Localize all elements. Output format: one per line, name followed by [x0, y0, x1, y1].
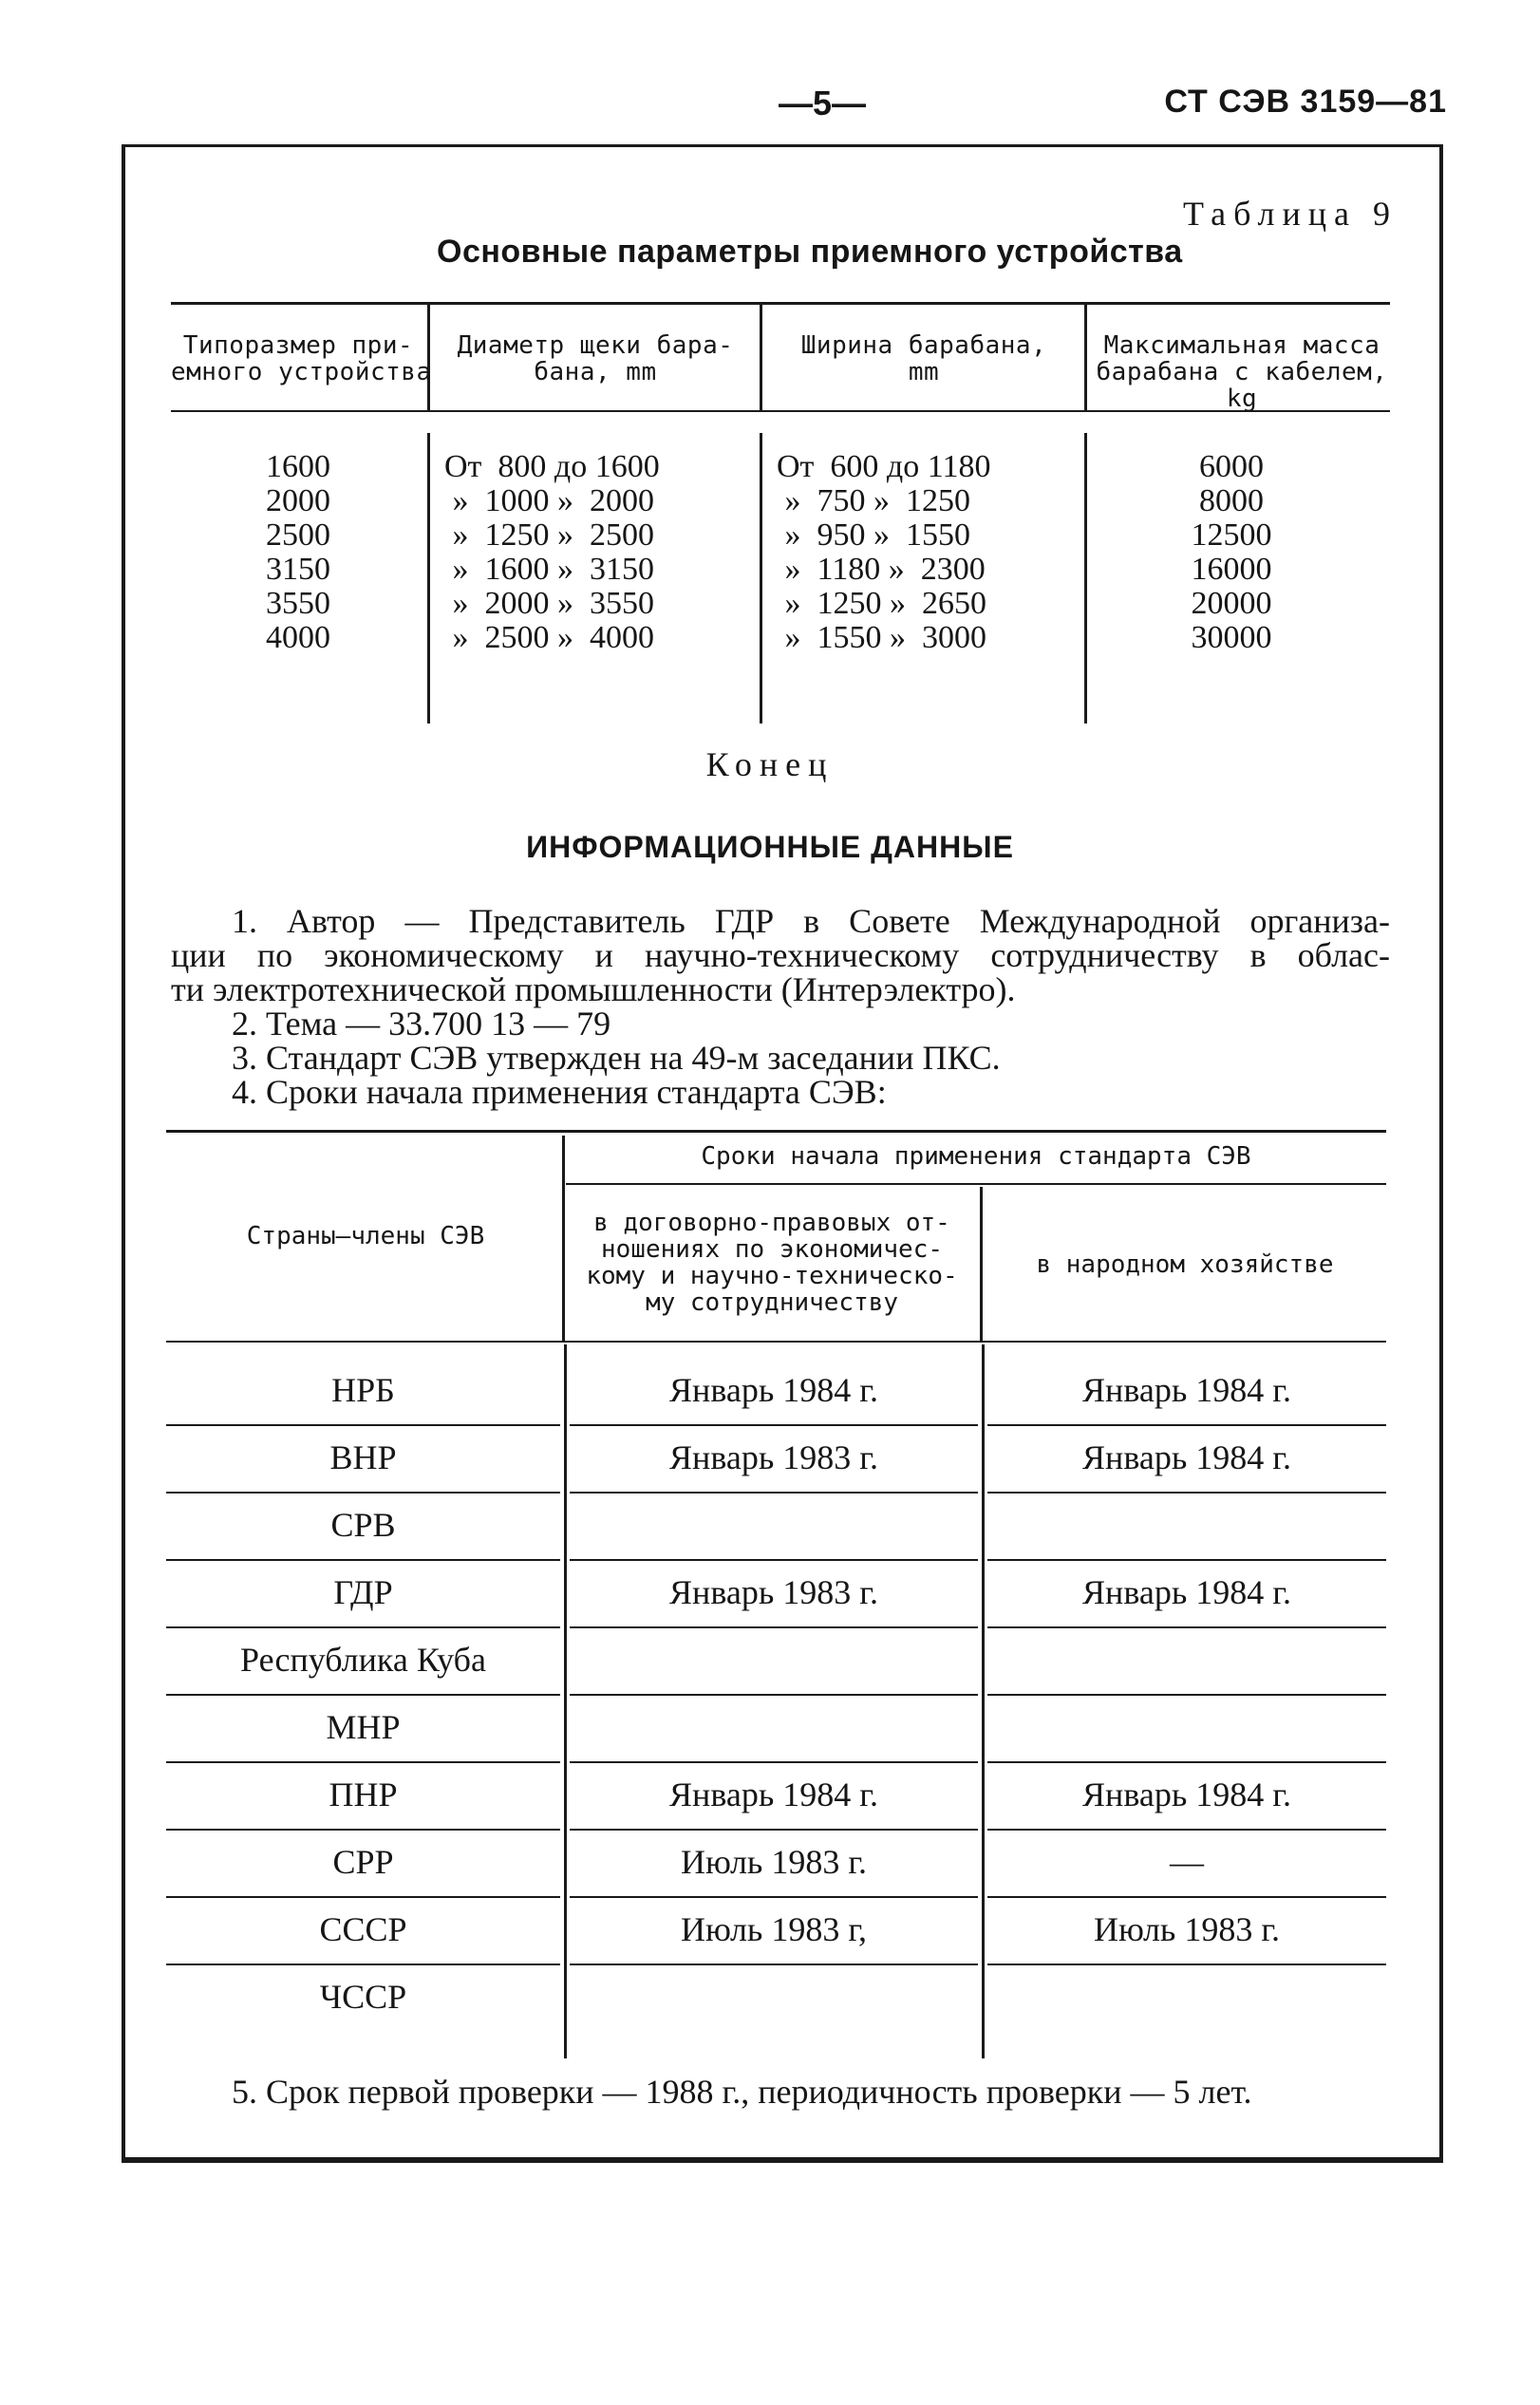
row-separator: [166, 1424, 560, 1426]
country-cell: СССР: [319, 1910, 407, 1948]
row-separator: [987, 1492, 1386, 1494]
info-item-4: 4. Сроки начала применения стандарта СЭВ:: [232, 1073, 887, 1111]
table9-col-width: От 600 до 1180 » 750 » 1250 » 950 » 1550 » 1180 » 2300 » 1250 » 2650 » 1550 » 3000: [777, 449, 991, 655]
dates-table-divider: [982, 1344, 985, 2058]
row-separator: [570, 1492, 978, 1494]
contract-date-cell: Январь 1983 г.: [669, 1438, 878, 1476]
table9-col-diameter: От 800 до 1600 » 1000 » 2000 » 1250 » 2500 » 1600 » 3150 » 2000 » 3550 » 2500 » 4000: [444, 449, 660, 655]
contract-date-cell: Июль 1983 г.: [680, 1843, 868, 1881]
row-separator: [987, 1626, 1386, 1628]
dates-table-top-rule: [166, 1130, 1386, 1133]
table9-header-width: Ширина барабана, mm: [800, 331, 1047, 386]
contract-date-cell: Январь 1983 г.: [669, 1573, 878, 1611]
row-separator: [166, 1626, 560, 1628]
row-separator: [166, 1829, 560, 1831]
info-item-3: 3. Стандарт СЭВ утвержден на 49-м заседании ПКС.: [232, 1039, 1001, 1077]
country-cell: ВНР: [329, 1438, 397, 1476]
economy-date-cell: Июль 1983 г.: [1093, 1910, 1281, 1948]
info-item-1-line-1: 1. Автор — Представитель ГДР в Совете Международной организа-: [232, 902, 1390, 940]
table9-col-divider: [760, 433, 762, 723]
economy-date-cell: Январь 1984 г.: [1082, 1371, 1291, 1409]
standard-code: СТ СЭВ 3159—81: [1164, 84, 1447, 120]
dates-table-divider: [564, 1344, 567, 2058]
country-cell: СРР: [332, 1843, 394, 1881]
dates-table-subhead-rule: [566, 1183, 1386, 1185]
row-separator: [166, 1963, 560, 1965]
row-separator: [570, 1424, 978, 1426]
row-separator: [987, 1963, 1386, 1965]
info-item-2: 2. Тема — 33.700 13 — 79: [232, 1005, 611, 1043]
dates-header-group: Сроки начала применения стандарта СЭВ: [701, 1142, 1251, 1171]
table9-col-divider: [760, 304, 762, 410]
row-separator: [987, 1559, 1386, 1561]
country-cell: МНР: [326, 1708, 401, 1746]
row-separator: [166, 1492, 560, 1494]
info-heading: ИНФОРМАЦИОННЫЕ ДАННЫЕ: [526, 830, 1014, 864]
table-label: Таблица 9: [1183, 195, 1398, 233]
dates-table-divider: [562, 1136, 565, 1341]
dates-header-countries: Страны—члены СЭВ: [246, 1222, 485, 1250]
info-item-1-line-3: ти электротехнической промышленности (Интерэлектро).: [171, 970, 1016, 1008]
table9-header-size: Типоразмер при- емного устройства: [171, 331, 432, 386]
row-separator: [987, 1424, 1386, 1426]
row-separator: [570, 1829, 978, 1831]
page-number: —5—: [779, 84, 867, 122]
table9-top-rule: [171, 302, 1390, 305]
table9-header-diameter: Диаметр щеки бара- бана, mm: [457, 331, 734, 386]
country-cell: ЧССР: [319, 1978, 407, 2016]
table9-col-divider: [427, 433, 430, 723]
country-cell: Республика Куба: [240, 1641, 486, 1679]
economy-date-cell: Январь 1984 г.: [1082, 1776, 1291, 1813]
row-separator: [570, 1963, 978, 1965]
economy-date-cell: —: [1170, 1843, 1204, 1881]
row-separator: [987, 1829, 1386, 1831]
country-cell: НРБ: [331, 1371, 395, 1409]
table9-col-mass: 6000 8000 12500 16000 20000 30000: [1191, 449, 1272, 655]
table9-header-mass: Максимальная масса барабана с кабелем, kg: [1096, 331, 1388, 413]
row-separator: [166, 1761, 560, 1763]
table9-col-divider: [1084, 433, 1087, 723]
row-separator: [570, 1694, 978, 1696]
row-separator: [570, 1896, 978, 1898]
end-mark: Конец: [705, 745, 835, 783]
country-cell: ПНР: [329, 1776, 398, 1813]
economy-date-cell: Январь 1984 г.: [1082, 1573, 1291, 1611]
country-cell: СРВ: [330, 1506, 396, 1544]
row-separator: [987, 1761, 1386, 1763]
row-separator: [570, 1761, 978, 1763]
info-item-1-line-2: ции по экономическому и научно-техническому сотрудничеству в облас-: [171, 936, 1390, 974]
row-separator: [166, 1896, 560, 1898]
contract-date-cell: Январь 1984 г.: [669, 1776, 878, 1813]
country-cell: ГДР: [333, 1573, 393, 1611]
dates-table-divider: [980, 1187, 983, 1341]
dates-header-contract: в договорно-правовых от- ношениях по экономичес- кому и научно-техническо- му сотрудничеству: [586, 1209, 958, 1317]
row-separator: [166, 1694, 560, 1696]
dates-header-economy: в народном хозяйстве: [1036, 1250, 1334, 1279]
dates-table-head-rule: [166, 1341, 1386, 1343]
contract-date-cell: Июль 1983 г,: [680, 1910, 868, 1948]
row-separator: [570, 1626, 978, 1628]
table9-col-size: 1600 2000 2500 3150 3550 4000: [266, 449, 330, 655]
row-separator: [570, 1559, 978, 1561]
row-separator: [166, 1559, 560, 1561]
page-header: [0, 84, 1540, 131]
economy-date-cell: Январь 1984 г.: [1082, 1438, 1291, 1476]
table-title: Основные параметры приемного устройства: [437, 234, 1183, 270]
contract-date-cell: Январь 1984 г.: [669, 1371, 878, 1409]
info-item-5: 5. Срок первой проверки — 1988 г., периодичность проверки — 5 лет.: [232, 2073, 1252, 2111]
table9-col-divider: [427, 304, 430, 410]
table9-col-divider: [1084, 304, 1087, 410]
row-separator: [987, 1896, 1386, 1898]
row-separator: [987, 1694, 1386, 1696]
